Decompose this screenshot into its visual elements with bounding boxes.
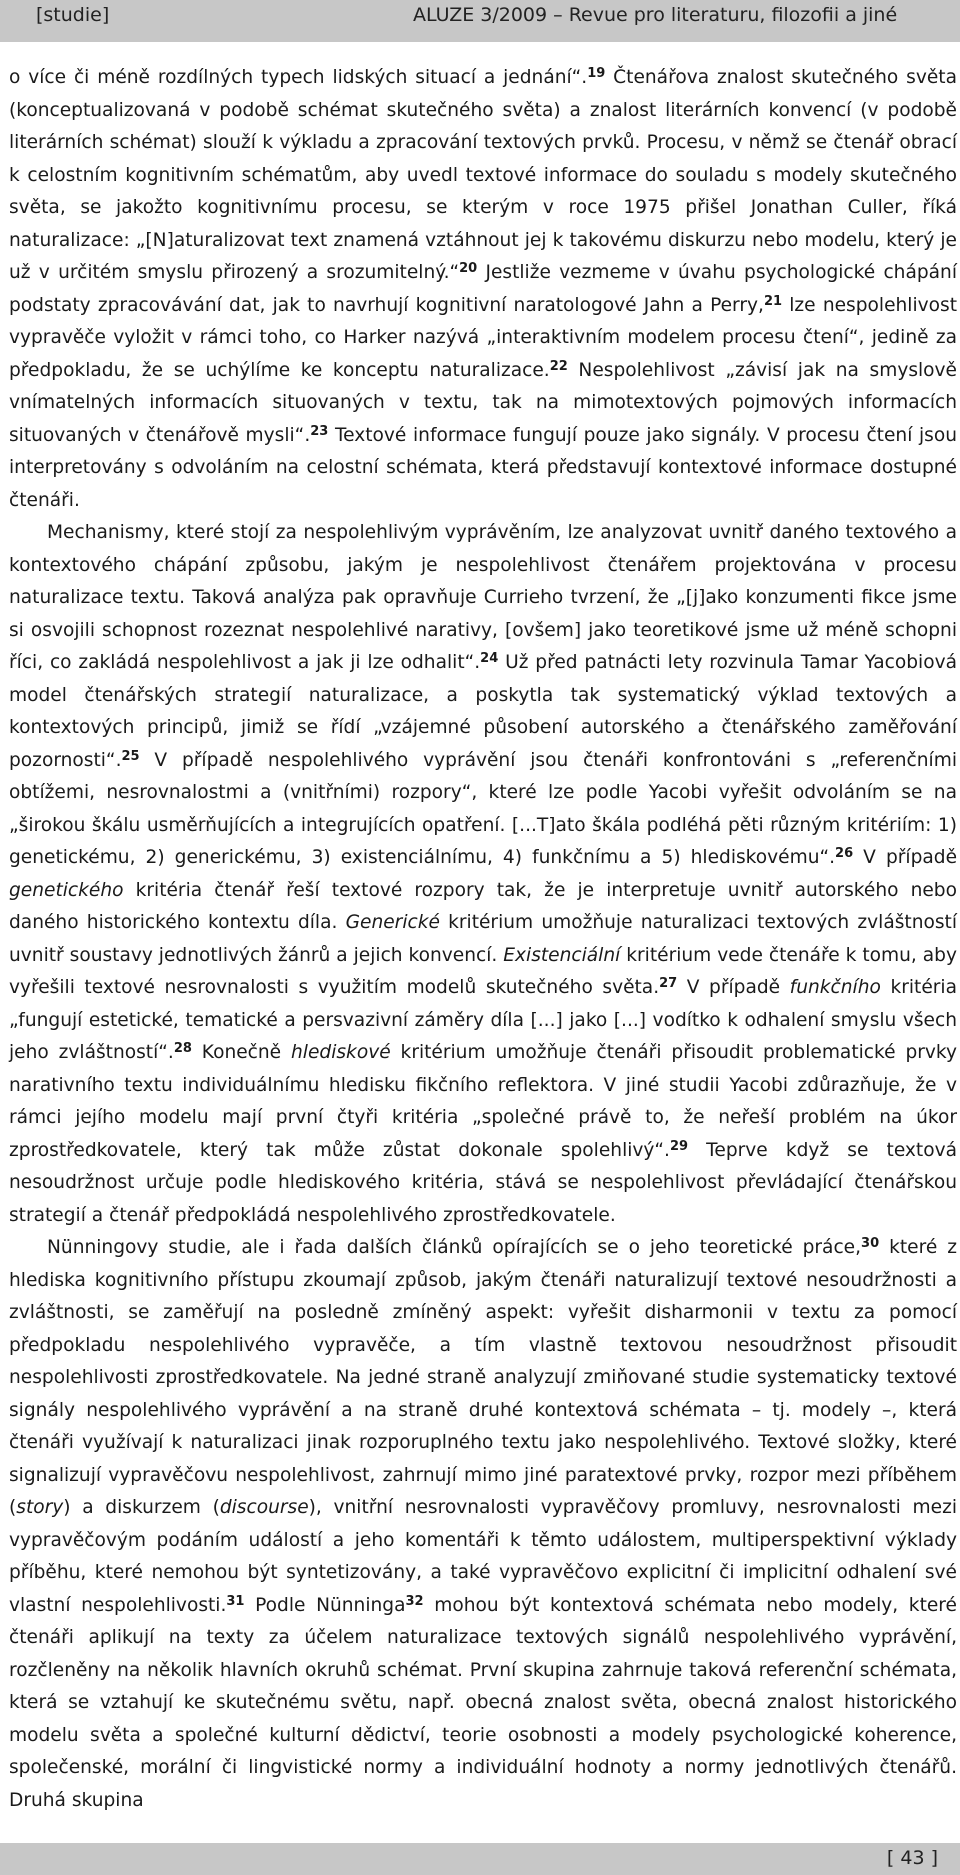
footnote-ref: 29: [669, 1138, 689, 1154]
text-run: kritérium umožňuje čtenáři přisoudit problematické prvky narativního textu individuálnímu hledisku fikčního reflektora. V jiné studii Yacobi zdůrazňuje, že v rámci jejího modelu mají první čtyři kritéria „společné právě to, že neřeší problém na úkor zprostředkovatele, který tak může zůstat dokonale spolehlivý“.: [9, 1042, 958, 1161]
emphasized-term: Existenciální: [503, 944, 621, 966]
text-run: Čtenářova znalost skutečného světa (konceptualizovaná v podobě schémat skutečného světa) a znalost literárních konvencí (v podobě literárních schémat) slouží k výkladu a zpracování textových prvků. Procesu, v němž se čtenář obrací k celostním kognitivním schématům, aby uvedl textové informace do souladu s modely skutečného světa, se jakožto kognitivnímu procesu, se kterým v roce 1975 přišel Jonathan Culler, říká naturalizace: „[N]aturalizovat text znamená vztáhnout jej k takovému diskurzu nebo modelu, který je už v určitém smyslu přirozený a srozumitelný.“: [9, 67, 957, 283]
article-body: [9, 62, 957, 1817]
text-run: V případě nespolehlivého vyprávění jsou čtenáři konfrontováni s „referenčními obtížemi, nesrovnalostmi a (vnitřními) rozpory“, které lze podle Yacobi vyřešit odvoláním se na „širokou škálu usměrňujících a integrujících opatření. [...T]ato škála podléhá pěti různým kritériím: 1) genetickému, 2) generickému, 3) existenciálnímu, 4) funkčnímu a 5) hlediskovému“.: [9, 749, 957, 868]
paragraph: [9, 62, 957, 517]
text-run: Textové informace fungují pouze jako signály. V procesu čtení jsou interpretovány s odvoláním na celostní schémata, která představují kontextové informace dostupné čtenáři.: [9, 424, 957, 511]
running-header: [0, 0, 960, 42]
emphasized-term: discourse: [219, 1497, 309, 1518]
text-run: V případě: [853, 847, 958, 868]
footnote-ref: 19: [587, 66, 606, 81]
emphasized-term: hlediskové: [291, 1042, 391, 1063]
text-run: kritérium vede čtenáře k tomu, aby vyřešili textové nesrovnalosti s využitím modelů skutečného světa.: [9, 944, 957, 998]
page-footer: [0, 1843, 960, 1875]
text-run: mohou být kontextová schémata nebo modely, které čtenáři aplikují na texty za účelem naturalizace textových signálů nespolehlivého vyprávění, rozčleněny na několik hlavních okruhů schémat. První skupina zahrnuje taková referenční schémata, která se vztahují ke skutečnému světu, např. obecná znalost světa, obecná znalost historického modelu světa a společné kulturní dědictví, teorie osobnosti a modely psychologické koherence, společenské, morální či lingvistické normy a individuální hodnoty a normy jednotlivých čtenářů. Druhá skupina: [9, 1594, 957, 1811]
text-run: Nespolehlivost „závisí jak na smyslově vnímatelných informacích situovaných v textu, tak na mimotextových pojmových informacích situovaných v čtenářově mysli“.: [9, 359, 957, 446]
text-run: které z hlediska kognitivního přístupu zkoumají způsob, jakým čtenáři naturalizují textové nesoudržnosti a zvláštnosti, se zaměřují na posledně zmíněný aspekt: vyřešit disharmonii v textu za pomocí předpokladu nespolehlivého vypravěče, a tím vlastně textovou nesoudržnost přisoudit nespolehlivosti zprostředkovatele. Na jedné straně analyzují zmiňované studie systematicky textové signály nespolehlivého vyprávění a na straně druhé kontextová schémata – tj. modely –, která čtenáři využívají k naturalizaci jinak rozporuplného textu jako nespolehlivého. Textové složky, které signalizují vypravěčovu nespolehlivost, zahrnují mimo jiné paratextové prvky, rozpor mezi příběhem (: [9, 1237, 957, 1518]
emphasized-term: story: [16, 1497, 64, 1518]
text-run: Nünningovy studie, ale i řada dalších článků opírajících se o jeho teoretické práce,: [47, 1237, 862, 1258]
text-run: o více či méně rozdílných typech lidských situací a jednání“.: [9, 67, 588, 88]
paragraph: [9, 517, 957, 1232]
text-run: ) a diskurzem (: [63, 1497, 220, 1518]
footnote-ref: 21: [763, 293, 783, 309]
emphasized-term: funkčního: [789, 977, 881, 998]
text-run: V případě: [677, 977, 790, 998]
text-run: Konečně: [191, 1042, 292, 1063]
footnote-ref: 27: [659, 976, 678, 991]
footnote-ref: 24: [480, 651, 499, 666]
text-run: kritérium umožňuje naturalizaci textových zvláštností uvnitř soustavy jednotlivých žánrů a jejich konvencí.: [9, 912, 957, 966]
footnote-ref: 23: [310, 423, 329, 439]
emphasized-term: genetického: [9, 879, 124, 901]
footnote-ref: 32: [405, 1593, 424, 1609]
footnote-ref: 30: [861, 1236, 880, 1251]
footnote-ref: 26: [835, 846, 854, 861]
text-run: Mechanismy, které stojí za nespolehlivým vyprávěním, lze analyzovat uvnitř daného textového a kontextového chápání způsobu, jakým je nespolehlivost čtenářem projektována v procesu naturalizace textu. Taková analýza pak opravňuje Currieho tvrzení, že „[j]ako konzumenti fikce jsme si osvojili schopnost rozeznat nespolehlivé narativy, [ovšem] jako teoretikové jsme už méně schopni říci, co zakládá nespolehlivost a jak ji lze odhalit“.: [9, 522, 957, 673]
page-number: [ 43 ]: [886, 1847, 938, 1869]
footnote-ref: 20: [459, 261, 478, 276]
journal-title: ALUZE 3/2009 – Revue pro literaturu, filozofii a jiné: [413, 4, 898, 26]
text-run: Teprve když se textová nesoudržnost určuje podle hlediskového kritéria, stává se nespolehlivost převládající čtenářskou strategií a čtenář předpokládá nespolehlivého zprostředkovatele.: [9, 1139, 958, 1226]
footnote-ref: 22: [549, 358, 568, 374]
section-label: [studie]: [36, 4, 110, 26]
text-run: kritéria „fungují estetické, tematické a persvazivní záměry díla [...] jako [...] vodítko k odhalení smyslu všech jeho zvláštností“.: [9, 977, 957, 1063]
text-run: Jestliže vezmeme v úvahu psychologické chápání podstaty zpracovávání dat, jak to navrhují kognitivní naratologové Jahn a Perry,: [9, 262, 957, 316]
text-run: Podle Nünninga: [244, 1594, 406, 1616]
text-run: lze nespolehlivost vypravěče vyložit v rámci toho, co Harker nazývá „interaktivním modelem procesu čtení“, jedině za předpokladu, že se uchýlíme ke konceptu naturalizace.: [9, 294, 957, 381]
footnote-ref: 28: [173, 1041, 192, 1056]
text-run: ), vnitřní nesrovnalosti vypravěčovy promluvy, nesrovnalosti mezi vypravěčovým podáním událostí a jeho komentáři k těmto událostem, multiperspektivní výklady příběhu, které nemohou být syntetizovány, a také vypravěčovo explicitní či implicitní odhalení své vlastní nespolehlivosti.: [9, 1497, 957, 1616]
emphasized-term: Generické: [345, 912, 440, 933]
footnote-ref: 31: [226, 1593, 245, 1609]
footnote-ref: 25: [121, 748, 140, 764]
paragraph: [9, 1232, 957, 1817]
text-run: Už před patnácti lety rozvinula Tamar Yacobiová model čtenářských strategií naturalizace, a poskytla tak systematický výklad textových a kontextových principů, jimiž se řídí „vzájemné působení autorského a čtenářského zaměřování pozornosti“.: [9, 652, 957, 771]
text-run: kritéria čtenář řeší textové rozpory tak, že je interpretuje uvnitř autorského nebo daného historického kontextu díla.: [9, 879, 957, 933]
